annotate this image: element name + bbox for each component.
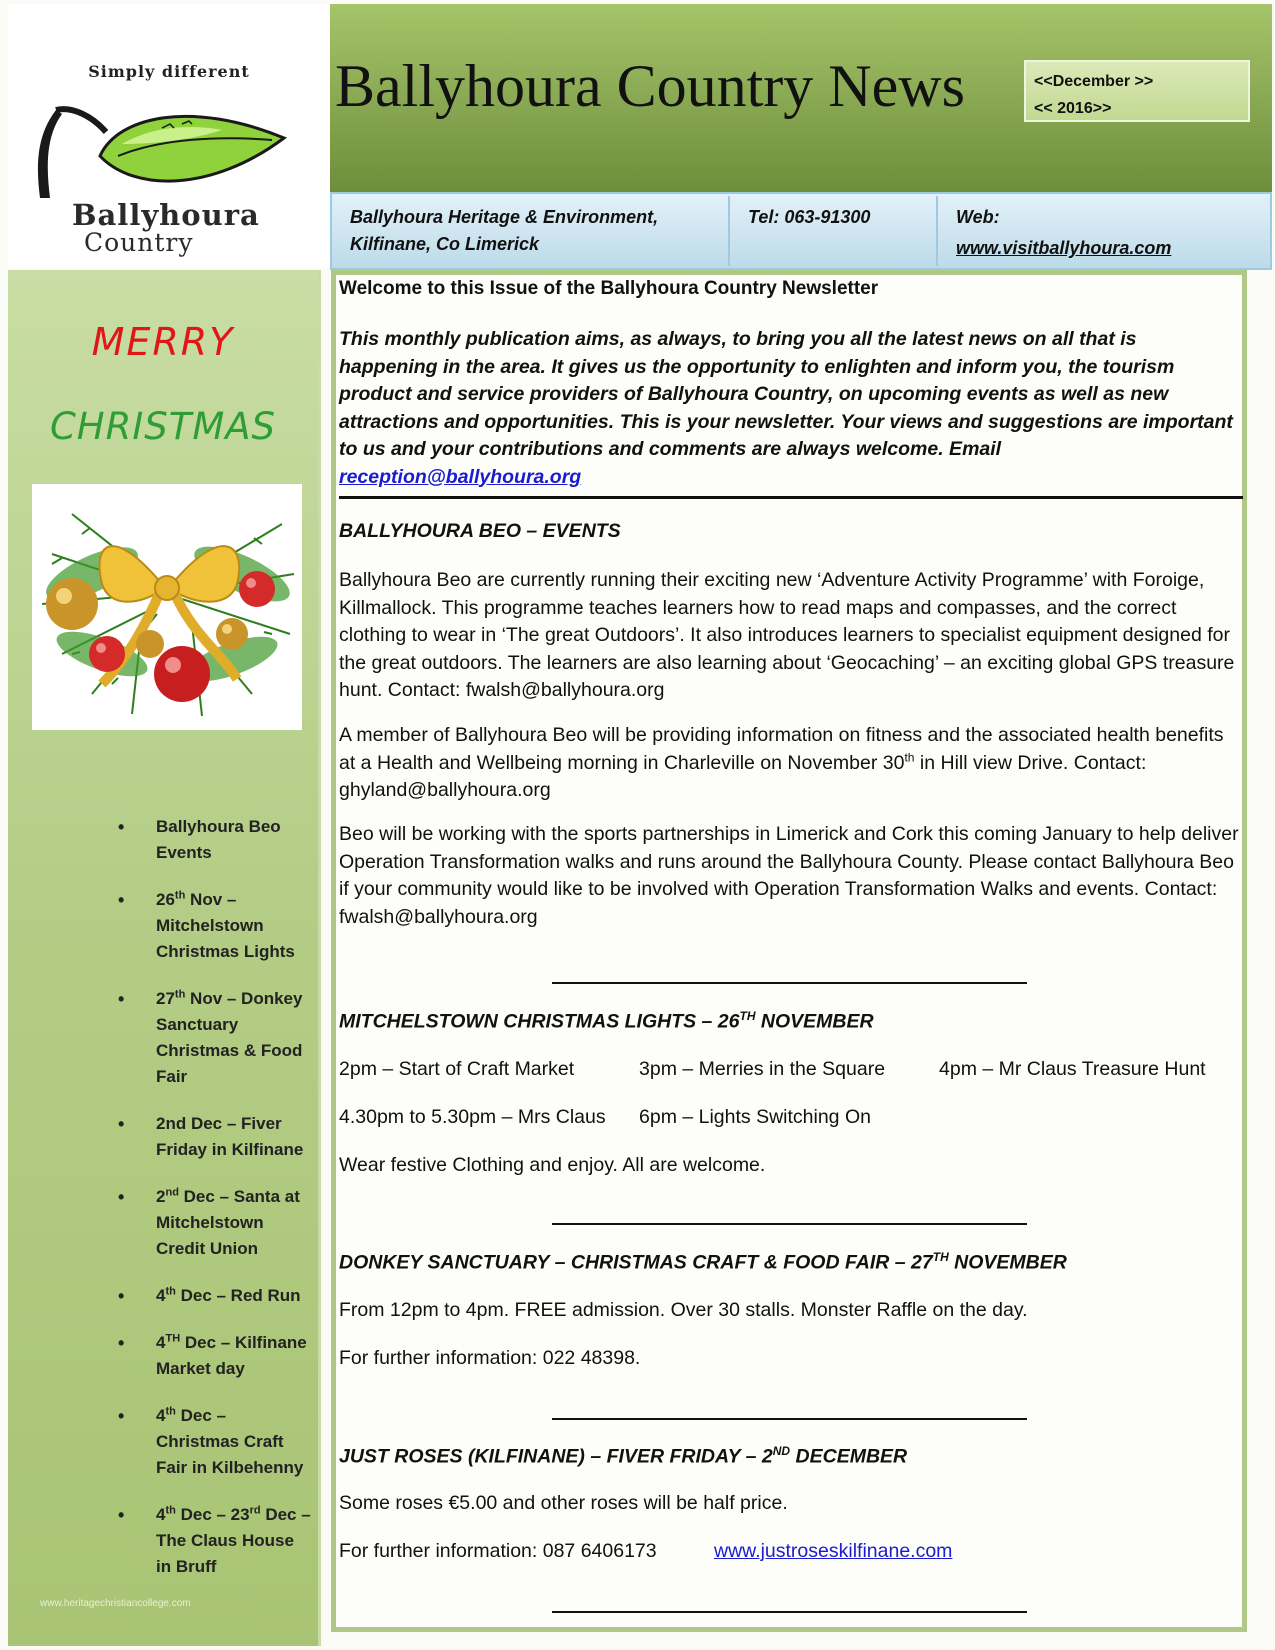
list-item: • Ballyhoura Beo Events <box>8 814 318 866</box>
list-item: • 4th Dec – 23rd Dec – The Claus House in Bruff <box>8 1502 318 1580</box>
website-link[interactable]: www.visitballyhoura.com <box>956 238 1172 258</box>
roses-details: Some roses €5.00 and other roses will be half price. <box>339 1492 788 1514</box>
mitchelstown-note: Wear festive Clothing and enjoy. All are welcome. <box>339 1154 766 1176</box>
list-item: • 26th Nov – Mitchelstown Christmas Lights <box>8 887 318 965</box>
beo-paragraph-2: A member of Ballyhoura Beo will be providing information on fitness and the associated health benefits at a Health and Wellbeing morning in Charleville on November 30th in Hill view Drive. Contact: ghyland@ballyhoura.org <box>339 724 1224 801</box>
schedule-item: 4pm – Mr Claus Treasure Hunt <box>939 1058 1206 1080</box>
list-item: • 4TH Dec – Kilfinane Market day <box>8 1330 318 1382</box>
intro-paragraph: This monthly publication aims, as always, to bring you all the latest news on all that is happening in the area. It gives us the opportunity to enlighten and inform you, the tourism product and service providers of Ballyhoura Country, on upcoming events as well as new attractions and opportunities. This is your newsletter. Your views and suggestions are important to us and your contributions and comments are always welcome. Email reception@ballyhoura.org <box>339 328 1233 488</box>
beo-paragraph-1: Ballyhoura Beo are currently running their exciting new ‘Adventure Activity Programme’ with Foroige, Killmallock. This programme teaches learners how to read maps and compasses, and the correct clothing to wear in ‘The great Outdoors’. It also introduces learners to specialist equipment designed for the great outdoors. The learners are also learning about ‘Geocaching’ – an exciting global GPS treasure hunt. Contact: fwalsh@ballyhoura.org <box>339 569 1235 701</box>
email-link[interactable]: reception@ballyhoura.org <box>339 465 582 488</box>
section-rule <box>552 982 1027 984</box>
roses-heading: JUST ROSES (KILFINANE) – FIVER FRIDAY – 2ND DECEMBER <box>339 1444 908 1468</box>
leaf-logo-icon <box>22 96 312 206</box>
roses-contact: For further information: 087 6406173 <box>339 1540 657 1562</box>
tel-cell <box>730 194 936 268</box>
beo-heading: BALLYHOURA BEO – EVENTS <box>339 520 621 542</box>
issue-month: <<December >> <box>1034 73 1154 90</box>
christmas-heading: CHRISTMAS <box>49 405 277 448</box>
list-item: • 4th Dec – Red Run <box>8 1283 318 1309</box>
logo-block <box>8 4 330 268</box>
events-list <box>8 814 318 1601</box>
schedule-item: 6pm – Lights Switching On <box>639 1106 871 1128</box>
logo-tagline: Simply different <box>88 62 250 81</box>
donkey-heading: DONKEY SANCTUARY – CHRISTMAS CRAFT & FOOD FAIR – 27TH NOVEMBER <box>339 1250 1067 1274</box>
list-item: • 2nd Dec – Santa at Mitchelstown Credit Union <box>8 1184 318 1262</box>
beo-paragraph-3: Beo will be working with the sports partnerships in Limerick and Cork this coming January to help deliver Operation Transformation walks and runs around the Ballyhoura County. Please contact Ballyhoura Beo if your community would like to be involved with Operation Transformation Walks and events. Contact: fwalsh@ballyhoura.org <box>339 823 1239 928</box>
christmas-bauble-bow-icon <box>32 484 302 730</box>
logo-name: Ballyhoura <box>72 198 260 232</box>
list-item: • 2nd Dec – Fiver Friday in Kilfinane <box>8 1111 318 1163</box>
web-label: Web: <box>956 207 1000 227</box>
sidebar-divider <box>318 270 321 1646</box>
address-line-1: Ballyhoura Heritage & Environment, <box>350 207 659 227</box>
telephone: Tel: 063-91300 <box>748 207 871 227</box>
section-rule <box>552 1418 1027 1420</box>
schedule-item: 2pm – Start of Craft Market <box>339 1058 575 1080</box>
merry-heading: MERRY <box>91 320 235 364</box>
list-item: • 27th Nov – Donkey Sanctuary Christmas & Food Fair <box>8 986 318 1090</box>
mitchelstown-heading: MITCHELSTOWN CHRISTMAS LIGHTS – 26TH NOVEMBER <box>339 1009 874 1033</box>
issue-year: << 2016>> <box>1034 100 1112 117</box>
address-cell <box>332 194 728 268</box>
newsletter-title: Ballyhoura Country News <box>335 53 965 119</box>
donkey-details: From 12pm to 4pm. FREE admission. Over 30 stalls. Monster Raffle on the day. <box>339 1299 1028 1321</box>
section-rule <box>552 1611 1027 1613</box>
footer-watermark: www.heritagechristiancollege.com <box>40 1598 191 1609</box>
address-line-2: Kilfinane, Co Limerick <box>350 234 540 254</box>
web-cell <box>938 194 1268 268</box>
roses-website-link[interactable]: www.justroseskilfinane.com <box>714 1540 953 1562</box>
logo-subtitle: Country <box>84 228 194 257</box>
issue-date-box <box>1024 60 1250 122</box>
contact-info-bar <box>330 192 1272 270</box>
schedule-item: 3pm – Merries in the Square <box>639 1058 886 1080</box>
section-rule <box>552 1223 1027 1225</box>
donkey-contact: For further information: 022 48398. <box>339 1347 641 1369</box>
section-divider <box>339 496 1243 499</box>
list-item: • 4th Dec – Christmas Craft Fair in Kilbehenny <box>8 1403 318 1481</box>
schedule-item: 4.30pm to 5.30pm – Mrs Claus <box>339 1106 606 1128</box>
welcome-heading: Welcome to this Issue of the Ballyhoura Country Newsletter <box>339 278 879 299</box>
